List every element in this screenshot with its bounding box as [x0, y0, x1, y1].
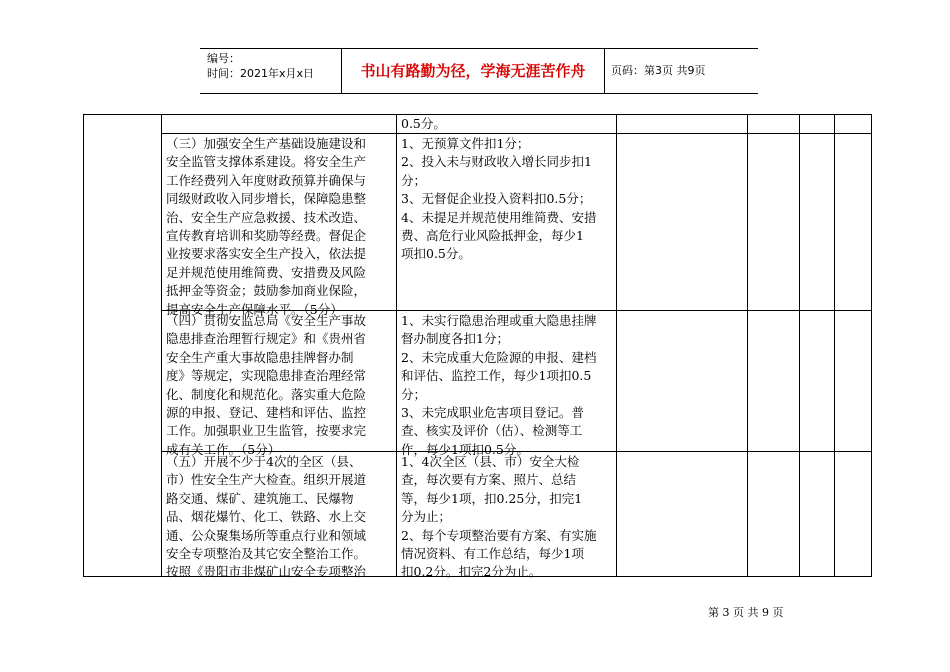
criteria-line: 3、无督促企业投入资料扣0.5分； [401, 191, 592, 207]
item-line: 业按要求落实安全生产投入，依法提 [166, 246, 367, 262]
criteria-line: 0.5分。 [401, 116, 446, 131]
criteria-line: 1、4次全区（县、市）安全大检 [401, 454, 580, 469]
criteria-line: 查，每次要有方案、照片、总结 [401, 472, 577, 488]
table-col-line [834, 114, 835, 577]
item-cell [166, 135, 394, 319]
table-col-line [161, 114, 162, 577]
table-border-left [83, 114, 84, 577]
document-time-label: 时间：2021年x月x日 [207, 67, 315, 80]
item-line: 按照《贵阳市非煤矿山安全专项整治 [166, 564, 367, 580]
header-meta [200, 49, 342, 93]
item-line: （三）加强安全生产基础设施建设和 [166, 136, 367, 151]
criteria-line: 2、投入未与财政收入增长同步扣1 [401, 154, 592, 170]
criteria-cell [401, 312, 613, 459]
item-line: 路交通、煤矿、建筑施工、民爆物 [166, 490, 354, 506]
criteria-line: 作，每少1项扣0.5分。 [401, 441, 529, 457]
criteria-line: 分为止； [401, 509, 452, 525]
criteria-line: 1、无预算文件扣1分； [401, 136, 530, 151]
item-line: 抵押金等资金；鼓励参加商业保险， [166, 283, 367, 299]
item-line: （五）开展不少于4次的全区（县、 [166, 454, 362, 469]
page-header [200, 48, 758, 94]
criteria-line: 3、未完成职业危害项目登记。普 [401, 405, 584, 421]
item-line: 度》等规定，实现隐患排查治理经常 [166, 368, 367, 384]
criteria-cell [401, 115, 613, 133]
item-line: 安全监管支撑体系建设。将安全生产 [166, 154, 367, 170]
item-line: 治、安全生产应急救援、技术改造、 [166, 209, 367, 225]
item-line: 工作。加强职业卫生监管，按要求完 [166, 423, 367, 439]
header-page-label: 页码：第3页 共9页 [611, 64, 706, 77]
header-motto: 书山有路勤为径，学海无涯苦作舟 [342, 49, 605, 93]
item-line: 成有关工作。（5分） [166, 441, 281, 457]
page-footer: 第 3 页 共 9 页 [708, 606, 784, 619]
item-line: 源的申报、登记、建档和评估、监控 [166, 405, 367, 421]
criteria-line: 查、核实及评价（估）、检测等工 [401, 423, 583, 439]
item-line: 安全生产重大事故隐患挂牌督办制 [166, 349, 354, 365]
item-line: 安全专项整治及其它安全整治工作。 [166, 546, 367, 562]
criteria-line: 等，每少1项，扣0.25分，扣完1 [401, 490, 583, 506]
table-col-line [799, 114, 800, 577]
criteria-cell [401, 453, 613, 582]
criteria-line: 4、未提足并规范使用维简费、安措 [401, 209, 597, 225]
criteria-line: 扣0.2分。扣完2分为止。 [401, 564, 542, 580]
item-line: 化、制度化和规范化。落实重大危险 [166, 386, 367, 402]
table-col-line [616, 114, 617, 577]
criteria-line: 和评估、监控工作，每少1项扣0.5 [401, 368, 592, 384]
item-line: 通、公众聚集场所等重点行业和领域 [166, 527, 367, 543]
item-line: （四）贯彻安监总局《安全生产事故 [166, 313, 367, 328]
assessment-table [83, 114, 872, 580]
table-border-right [871, 114, 872, 577]
item-line: 品、烟花爆竹、化工、铁路、水上交 [166, 509, 367, 525]
item-line: 提高安全生产保障水平。（5分） [166, 301, 343, 317]
criteria-line: 分； [401, 386, 427, 402]
table-col-line [396, 114, 397, 577]
item-line: 同级财政收入同步增长，保障隐患整 [166, 191, 367, 207]
item-line: 宣传教育培训和奖励等经费。督促企 [166, 228, 367, 244]
criteria-line: 费、高危行业风险抵押金，每少1 [401, 228, 584, 244]
item-line: 市）性安全生产大检查。组织开展道 [166, 472, 367, 488]
criteria-line: 情况资料、有工作总结，每少1项 [401, 546, 584, 562]
criteria-cell [401, 135, 613, 264]
item-line: 足并规范使用维简费、安措费及风险 [166, 264, 367, 280]
criteria-line: 督办制度各扣1分； [401, 331, 509, 347]
criteria-line: 项扣0.5分。 [401, 246, 471, 262]
item-line: 隐患排查治理暂行规定》和《贵州省 [166, 331, 367, 347]
item-cell [166, 453, 394, 582]
criteria-line: 1、未实行隐患治理或重大隐患挂牌 [401, 313, 597, 328]
table-col-line [747, 114, 748, 577]
criteria-line: 2、未完成重大危险源的申报、建档 [401, 349, 597, 365]
item-cell [166, 312, 394, 459]
criteria-line: 2、每个专项整治要有方案、有实施 [401, 527, 597, 543]
document-number-label: 编号： [207, 52, 240, 65]
item-line: 工作经费列入年度财政预算并确保与 [166, 172, 367, 188]
criteria-line: 分； [401, 172, 427, 188]
